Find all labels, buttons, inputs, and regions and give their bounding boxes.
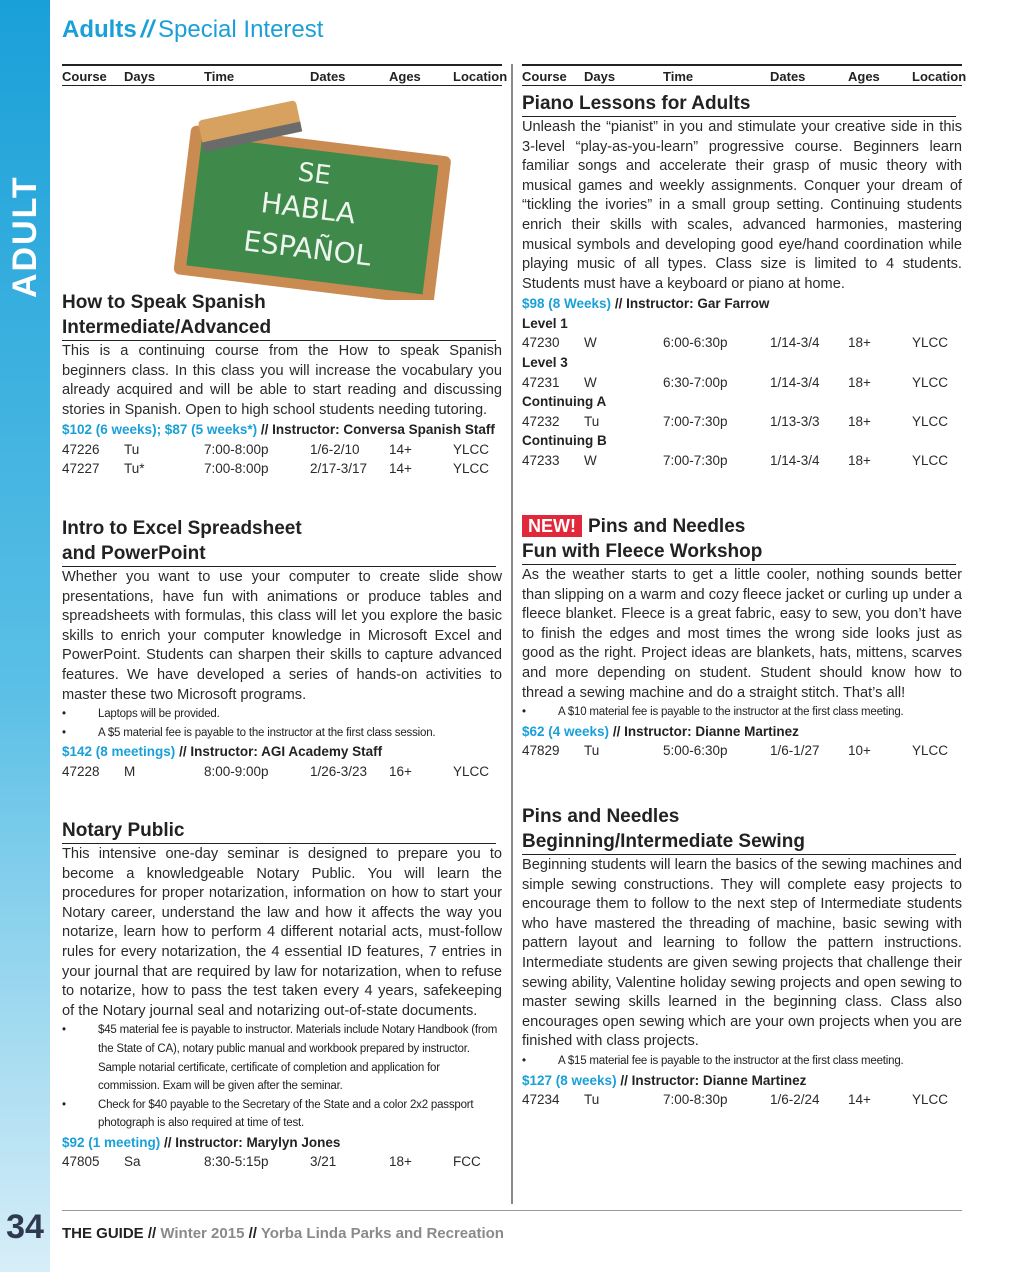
course-days: W — [584, 374, 597, 390]
course-time: 7:00-8:00p — [204, 461, 269, 477]
course-dates: 2/17-3/17 — [310, 461, 368, 477]
table-row — [522, 373, 962, 393]
course-number: 47232 — [522, 413, 560, 429]
heading-category: Adults — [62, 16, 137, 43]
course-sewing — [522, 804, 962, 1110]
course-title: and PowerPoint — [62, 541, 496, 567]
course-location: YLCC — [912, 453, 949, 468]
course-ages: 18+ — [848, 374, 871, 390]
course-title: Notary Public — [62, 818, 496, 844]
course-title: Piano Lessons for Adults — [522, 91, 956, 117]
course-number: 47829 — [522, 743, 560, 759]
course-location: YLCC — [453, 763, 490, 779]
course-title: Intro to Excel Spreadsheet — [62, 518, 302, 539]
price-amount: $92 (1 meeting) — [62, 1134, 161, 1150]
price-amount: $98 (8 Weeks) — [522, 296, 612, 312]
course-dates: 1/14-3/4 — [770, 374, 820, 390]
course-days: W — [584, 335, 597, 351]
course-time: 5:00-6:30p — [663, 743, 728, 759]
course-price — [62, 742, 502, 762]
instructor: // Instructor: Dianne Martinez — [616, 1072, 807, 1088]
course-excel — [62, 516, 502, 781]
course-location: YLCC — [912, 743, 949, 759]
course-ages: 18+ — [389, 1154, 412, 1170]
level-label: Level 3 — [522, 355, 568, 371]
heading-separator: // — [140, 16, 155, 43]
course-fleece — [522, 514, 962, 761]
course-ages: 14+ — [389, 461, 412, 477]
col-location: Location — [912, 69, 967, 84]
section-label: ADULT — [6, 175, 44, 298]
table-row — [62, 459, 502, 479]
page-heading — [62, 16, 323, 44]
price-amount: $102 (6 weeks); $87 (5 weeks*) — [62, 422, 258, 438]
course-number: 47226 — [62, 441, 100, 457]
chalk-line-3: ESPAÑOL — [241, 224, 373, 273]
bullet-item: • Laptops will be provided. — [62, 708, 220, 721]
course-piano — [522, 91, 962, 471]
course-number: 47227 — [62, 461, 100, 477]
table-row — [62, 1152, 502, 1172]
course-time: 6:00-6:30p — [663, 335, 728, 351]
course-dates: 1/13-3/3 — [770, 413, 820, 429]
table-row — [522, 412, 962, 432]
course-days: M — [124, 763, 136, 779]
bullet-item: • Check for $40 payable to the Secretary of the State and a color 2x2 passport photograph is also required at time of test. — [62, 1098, 474, 1130]
course-days: Tu — [124, 441, 140, 457]
course-number: 47230 — [522, 335, 560, 351]
course-number: 47231 — [522, 374, 560, 390]
instructor: // Instructor: Marylyn Jones — [160, 1134, 341, 1150]
course-time: 8:00-9:00p — [204, 763, 269, 779]
course-description: Whether you want to use your computer to create slide show presentations, have fun with animations or produce tables and spreadsheets with formulas, this class will let you explore the basic skills to enrich your computer knowledge in Microsoft Excel and PowerPoint. Students can sharpen their skills to capture advanced features. We have developed a series of hands-on activities to master these two Microsoft programs. — [62, 569, 502, 703]
course-price — [62, 1133, 502, 1153]
price-amount: $142 (8 meetings) — [62, 744, 176, 760]
course-title: NEW! Pins and Needles — [522, 514, 962, 539]
course-number: 47228 — [62, 763, 100, 779]
footer-text: THE GUIDE // Winter 2015 // Yorba Linda Parks and Recreation — [62, 1225, 504, 1242]
course-ages: 14+ — [848, 1092, 871, 1108]
course-price — [522, 294, 962, 314]
course-time: 7:00-8:00p — [204, 441, 269, 457]
footer-season: Winter 2015 — [160, 1225, 245, 1242]
col-dates: Dates — [770, 69, 806, 84]
course-title: Intermediate/Advanced — [62, 315, 496, 341]
table-row — [522, 333, 962, 353]
level-label: Continuing A — [522, 394, 607, 410]
course-days: Tu — [584, 413, 600, 429]
course-location: YLCC — [453, 461, 490, 477]
course-location: YLCC — [453, 441, 490, 457]
course-dates: 3/21 — [310, 1154, 337, 1170]
course-ages: 10+ — [848, 743, 871, 759]
course-ages: 16+ — [389, 763, 412, 779]
course-ages: 18+ — [848, 413, 871, 429]
piano-levels — [522, 314, 962, 471]
footer — [62, 1210, 962, 1242]
course-description: Unleash the “pianist” in you and stimulate your creative side in this 3-level “play-as-you-learn” progressive course. Beginners learn familiar songs and accelerate their grasp of music theory with musical games and weekly assignments. Conquer your dream of “tickling the ivories” in a small group setting. Continuing students enrich their skills with scales, advanced harmonies, mastering musical symbols and developing good eye/hand coordination while playing music of all types. Class size is limited to 4 students. Students must have a keyboard or piano at home. — [522, 119, 962, 292]
course-ages: 18+ — [848, 453, 871, 468]
chalk-line-2: HABLA — [259, 186, 358, 231]
course-days: Sa — [124, 1154, 141, 1170]
course-price — [522, 1071, 962, 1091]
course-price — [522, 722, 962, 742]
course-notary — [62, 818, 502, 1172]
heading-subcategory: Special Interest — [158, 16, 324, 43]
col-days: Days — [124, 69, 156, 84]
course-dates: 1/14-3/4 — [770, 453, 820, 468]
course-dates: 1/6-1/27 — [770, 743, 820, 759]
course-location: YLCC — [912, 413, 949, 429]
sidebar-band — [0, 0, 50, 1272]
course-title: Fun with Fleece Workshop — [522, 539, 956, 565]
course-dates: 1/6-2/24 — [770, 1092, 820, 1108]
course-time: 7:00-7:30p — [663, 453, 728, 468]
column-divider — [511, 64, 513, 1204]
level-label: Continuing B — [522, 433, 607, 449]
chalkboard-image — [160, 100, 460, 300]
course-title: Pins and Needles — [522, 806, 680, 827]
course-description: This intensive one-day seminar is designed to prepare you to become a knowledgeable Notary Public. You will learn the procedures for proper notarization, information on how to start your Notary career, understand the law and how it affects the way you notarize, learn how to perform 4 different notarial acts, must-follow rules for every notarization, the 4 essential ID features, 7 entries in your journal that are required by law for notarization, when to refuse to notarize, how to pass the test taken every 4 years, safekeeping of the Notary journal seal and notarizing out-of-state documents. — [62, 846, 502, 1019]
table-row — [522, 451, 962, 471]
col-ages: Ages — [389, 69, 421, 84]
bullet-item: • A $10 material fee is payable to the instructor at the first class meeting. — [522, 706, 904, 719]
course-number: 47234 — [522, 1092, 560, 1108]
course-price — [62, 420, 502, 440]
footer-org: Yorba Linda Parks and Recreation — [260, 1225, 504, 1242]
course-days: W — [584, 453, 597, 468]
chalk-line-1: SE — [296, 157, 333, 192]
course-time: 7:00-7:30p — [663, 413, 728, 429]
page-number: 34 — [6, 1208, 44, 1246]
course-time: 8:30-5:15p — [204, 1154, 269, 1170]
new-badge: NEW! — [522, 515, 582, 537]
bullet-item: • $45 material fee is payable to instructor. Materials include Notary Handbook (from the State of CA), notary public manual and workbook prepared by instructor. Sample notarial certificate, certificate of completion and application for commission. Exam will be given after the seminar. — [62, 1024, 498, 1093]
price-amount: $127 (8 weeks) — [522, 1072, 617, 1088]
col-location: Location — [453, 69, 508, 84]
col-course: Course — [522, 69, 567, 84]
course-number: 47805 — [62, 1154, 100, 1170]
column-header-right — [522, 64, 967, 86]
course-location: YLCC — [912, 335, 949, 351]
table-row — [62, 440, 502, 460]
footer-publication: THE GUIDE — [62, 1225, 144, 1242]
course-title: Beginning/Intermediate Sewing — [522, 829, 956, 855]
table-row — [522, 741, 962, 761]
instructor: // Instructor: Conversa Spanish Staff — [257, 422, 495, 438]
col-time: Time — [663, 69, 694, 84]
instructor: // Instructor: Dianne Martinez — [609, 723, 799, 739]
course-dates: 1/14-3/4 — [770, 335, 820, 351]
bullet-item: • A $15 material fee is payable to the instructor at the first class meeting. — [522, 1054, 904, 1067]
course-location: FCC — [453, 1154, 481, 1170]
course-ages: 14+ — [389, 441, 412, 457]
table-row — [62, 762, 502, 782]
course-days: Tu* — [124, 461, 145, 477]
bullet-item: • A $5 material fee is payable to the instructor at the first class session. — [62, 726, 436, 739]
course-time: 6:30-7:00p — [663, 374, 728, 390]
course-description: Beginning students will learn the basics of the sewing machines and simple sewing constructions. They will complete easy projects to encourage them to follow to the next step of Intermediate students who have mastered the threading of machine, basic sewing with pattern layout and learning to follow the pattern instructions. Intermediate students are given sewing projects that challenge their sewing ability, Valentine holiday sewing projects and open sewing to master sewing skills learned in the beginning class. Class also encourages open sewing which are your own projects when you are finished with class projects. — [522, 857, 962, 1050]
col-days: Days — [584, 69, 616, 84]
instructor: // Instructor: Gar Farrow — [611, 296, 770, 312]
course-location: YLCC — [912, 374, 949, 390]
course-ages: 18+ — [848, 335, 871, 351]
course-dates: 1/6-2/10 — [310, 441, 360, 457]
course-location: YLCC — [912, 1092, 949, 1108]
course-days: Tu — [584, 1092, 600, 1108]
course-dates: 1/26-3/23 — [310, 763, 368, 779]
col-ages: Ages — [848, 69, 880, 84]
column-header-left — [62, 64, 508, 86]
instructor: // Instructor: AGI Academy Staff — [175, 744, 383, 760]
course-time: 7:00-8:30p — [663, 1092, 728, 1108]
price-amount: $62 (4 weeks) — [522, 723, 610, 739]
course-description: This is a continuing course from the How to speak Spanish beginners class. In this class you will increase the vocabulary you already acquired and will be able to start reading and discussing stories in Spanish. Open to high school students needing tutoring. — [62, 343, 502, 418]
table-row — [522, 1090, 962, 1110]
course-title: How to Speak Spanish — [62, 292, 266, 313]
col-course: Course — [62, 69, 107, 84]
level-label: Level 1 — [522, 315, 568, 331]
course-days: Tu — [584, 743, 600, 759]
course-spanish — [62, 290, 502, 479]
course-description: As the weather starts to get a little cooler, nothing sounds better than slipping on a warm and cozy fleece jacket or curling up under a fleece blanket. Fleece is a great fabric, easy to sew, you don’t have to finish the edges and most times the wrong side looks just as good as the right. Project ideas are blankets, hats, mittens, scarves and more depending on student. Student should know how to thread a sewing machine and do a straight stitch. That’s all! — [522, 567, 962, 701]
course-number: 47233 — [522, 453, 560, 468]
col-dates: Dates — [310, 69, 346, 84]
col-time: Time — [204, 69, 235, 84]
